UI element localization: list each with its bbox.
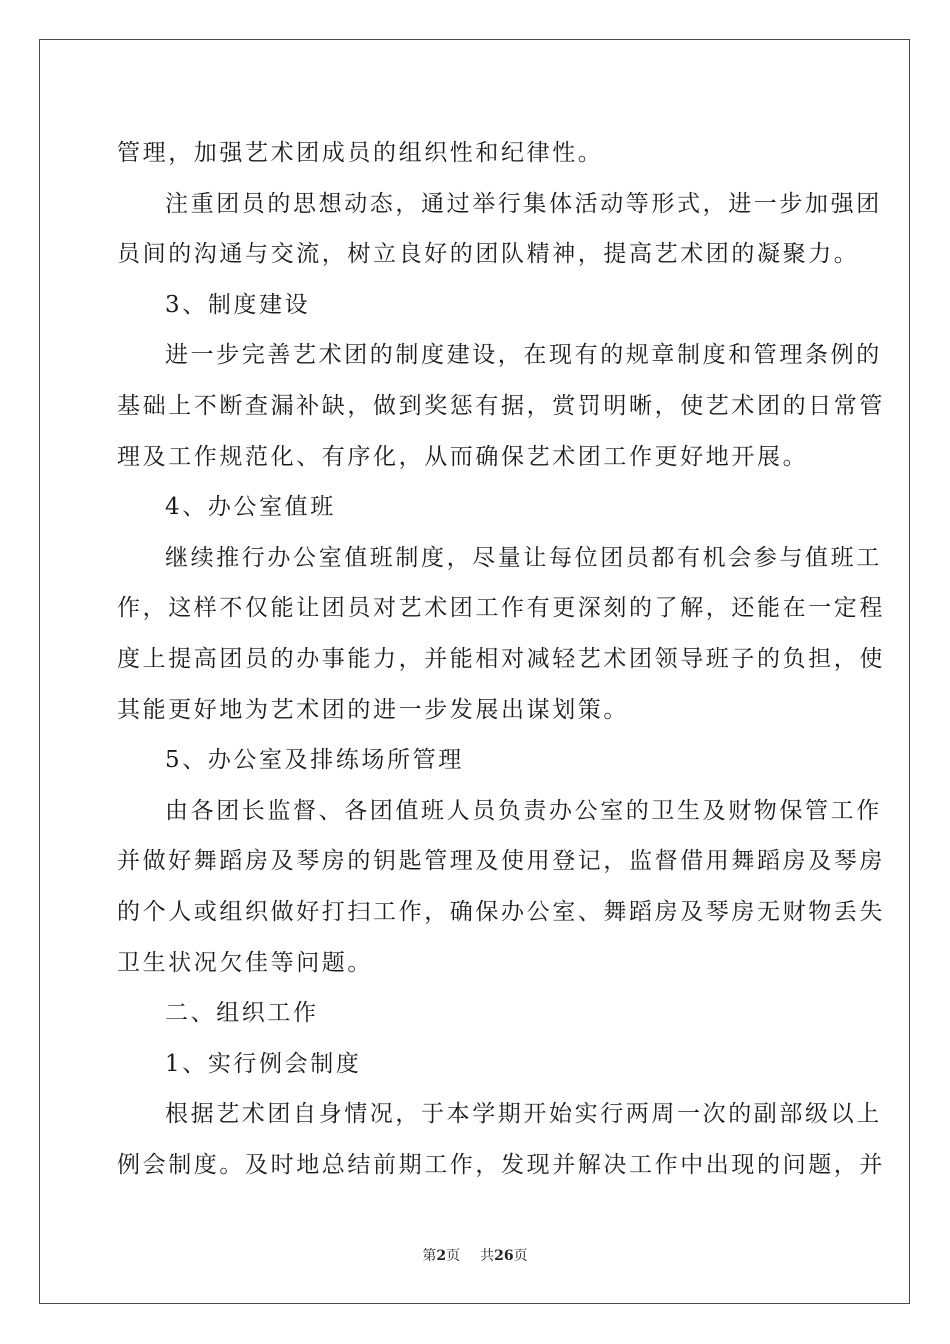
text-line: 卫生状况欠佳等问题。	[117, 949, 373, 976]
text-line: 作，这样不仅能让团员对艺术团工作有更深刻的了解，还能在一定程	[117, 595, 885, 622]
section-heading: 1、实行例会制度	[165, 1050, 362, 1077]
page-footer	[0, 1246, 950, 1266]
text-line: 的个人或组织做好打扫工作，确保办公室、舞蹈房及琴房无财物丢失	[117, 898, 885, 925]
text-line: 进一步完善艺术团的制度建设，在现有的规章制度和管理条例的	[165, 342, 882, 369]
text-line: 根据艺术团自身情况，于本学期开始实行两周一次的副部级以上	[165, 1101, 882, 1128]
section-heading: 3、制度建设	[165, 291, 311, 318]
text-line: 由各团长监督、各团值班人员负责办公室的卫生及财物保管工作	[165, 797, 882, 824]
section-heading: 4、办公室值班	[165, 494, 336, 521]
text-line: 并做好舞蹈房及琴房的钥匙管理及使用登记，监督借用舞蹈房及琴房	[117, 848, 885, 875]
text-line: 度上提高团员的办事能力，并能相对减轻艺术团领导班子的负担，使	[117, 645, 885, 672]
total-prefix: 共	[480, 1248, 495, 1264]
text-line: 例会制度。及时地总结前期工作，发现并解决工作中出现的问题，并	[117, 1151, 885, 1178]
text-line: 注重团员的思想动态，通过举行集体活动等形式，进一步加强团	[165, 190, 882, 217]
text-line: 员间的沟通与交流，树立良好的团队精神，提高艺术团的凝聚力。	[117, 241, 860, 268]
page-prefix: 第	[422, 1248, 437, 1264]
section-heading: 5、办公室及排练场所管理	[165, 747, 464, 774]
text-line: 理及工作规范化、有序化，从而确保艺术团工作更好地开展。	[117, 443, 809, 470]
text-line: 基础上不断查漏补缺，做到奖惩有据，赏罚明晰，使艺术团的日常管	[117, 392, 885, 419]
document-body	[117, 128, 885, 1190]
page-number: 2	[436, 1248, 447, 1264]
total-suffix: 页	[513, 1248, 528, 1264]
text-line: 管理，加强艺术团成员的组织性和纪律性。	[117, 140, 604, 166]
page-suffix: 页	[446, 1248, 461, 1264]
chapter-heading: 二、组织工作	[165, 1000, 319, 1027]
total-pages: 26	[494, 1248, 514, 1264]
text-line: 其能更好地为艺术团的进一步发展出谋划策。	[117, 696, 629, 723]
text-line: 继续推行办公室值班制度，尽量让每位团员都有机会参与值班工	[165, 544, 882, 571]
